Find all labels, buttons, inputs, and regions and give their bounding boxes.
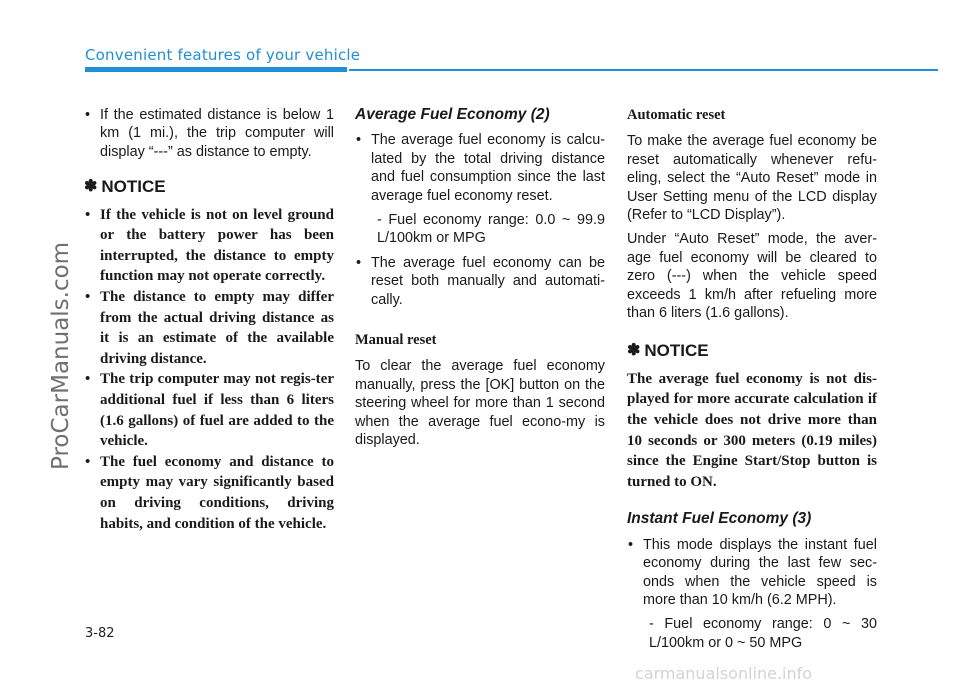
instant-fuel-economy-heading: Instant Fuel Economy (3) bbox=[627, 510, 812, 528]
column-left bbox=[84, 106, 334, 534]
bullet-icon: • bbox=[356, 254, 362, 271]
range-text: - Fuel economy range: 0.0 ~ 99.9 L/100km or MPG bbox=[377, 212, 605, 247]
range-item bbox=[627, 615, 877, 652]
list-item bbox=[84, 106, 334, 161]
bullet-icon: • bbox=[356, 132, 362, 149]
header-accent-bar bbox=[85, 67, 347, 72]
bullet-icon: • bbox=[85, 107, 91, 123]
notice-cross-icon: ✽ bbox=[84, 178, 98, 196]
notice-item-text: The distance to empty may differ from the actual driving distance as it is an estimate of the available driving distance. bbox=[100, 289, 334, 367]
notice-item bbox=[84, 452, 334, 534]
list-item-text: If the estimated distance is below 1 km (1 mi.), the trip computer will display “---” as distance to empty. bbox=[100, 107, 334, 160]
notice-text: The average fuel economy is not dis-played for more accurate calculation if the vehicle does not drive more than 10 seconds or 300 meters (0.19 miles) since the Engine Start/Stop button is turned to ON. bbox=[627, 370, 877, 490]
range-text: - Fuel economy range: 0 ~ 30 L/100km or 0 ~ 50 MPG bbox=[649, 616, 877, 651]
bottom-watermark: carmanualsonline.info bbox=[635, 664, 813, 683]
list-item-text: The average fuel economy can be reset both manually and automati-cally. bbox=[371, 254, 605, 308]
automatic-reset-text: To make the average fuel economy be reset automatically whenever refu-eling, select the “Auto Reset” mode in User Setting menu of the LCD display (Refer to “LCD Display”). bbox=[627, 133, 877, 224]
list-item bbox=[355, 254, 605, 309]
bullet-icon: • bbox=[85, 371, 91, 388]
notice-title: NOTICE bbox=[101, 177, 166, 197]
bullet-icon: • bbox=[85, 453, 91, 470]
automatic-reset-heading: Automatic reset bbox=[627, 107, 726, 123]
notice-title: NOTICE bbox=[644, 341, 709, 361]
bullet-icon: • bbox=[628, 536, 634, 553]
notice-item-text: The fuel economy and distance to empty may vary significantly based on driving conditions, driving habits, and condition of the vehicle. bbox=[100, 453, 334, 532]
side-watermark: ProCarManuals.com bbox=[48, 241, 74, 470]
list-item bbox=[355, 131, 605, 205]
column-middle bbox=[355, 106, 605, 456]
notice-item bbox=[84, 287, 334, 369]
average-fuel-economy-heading: Average Fuel Economy (2) bbox=[355, 106, 550, 123]
page-number: 3-82 bbox=[85, 626, 115, 641]
bullet-icon: • bbox=[85, 206, 91, 223]
notice-heading bbox=[84, 178, 334, 196]
list-item bbox=[627, 536, 877, 610]
notice-item-text: The trip computer may not regis-ter additional fuel if less than 6 liters (1.6 gallons) of fuel are added to the vehicle. bbox=[100, 371, 334, 450]
notice-cross-icon: ✽ bbox=[627, 342, 641, 360]
range-item bbox=[355, 211, 605, 248]
list-item-text: This mode displays the instant fuel economy during the last few sec-onds when the vehicle speed is more than 10 km/h (6.2 MPH). bbox=[643, 536, 877, 609]
notice-item bbox=[84, 205, 334, 287]
notice-item-text: If the vehicle is not on level ground or the battery power has been interrupted, the distance to empty function may not operate correctly. bbox=[100, 206, 334, 285]
list-item-text: The average fuel economy is calcu-lated by the total driving distance and fuel consumption since the last average fuel economy reset. bbox=[371, 132, 605, 204]
section-title: Convenient features of your vehicle bbox=[85, 46, 361, 64]
manual-reset-heading: Manual reset bbox=[355, 332, 437, 349]
bullet-icon: • bbox=[85, 289, 91, 305]
column-right bbox=[627, 106, 877, 658]
notice-heading bbox=[627, 342, 877, 360]
manual-reset-text: To clear the average fuel economy manually, press the [OK] button on the steering wheel for more than 1 second when the average fuel econo-my is displayed. bbox=[355, 358, 605, 449]
header-rule bbox=[349, 69, 938, 71]
auto-reset-mode-text: Under “Auto Reset” mode, the aver-age fuel economy will be cleared to zero (---) when the vehicle speed exceeds 1 km/h after refueling more than 6 liters (1.6 gallons). bbox=[627, 231, 877, 322]
notice-item bbox=[84, 369, 334, 451]
